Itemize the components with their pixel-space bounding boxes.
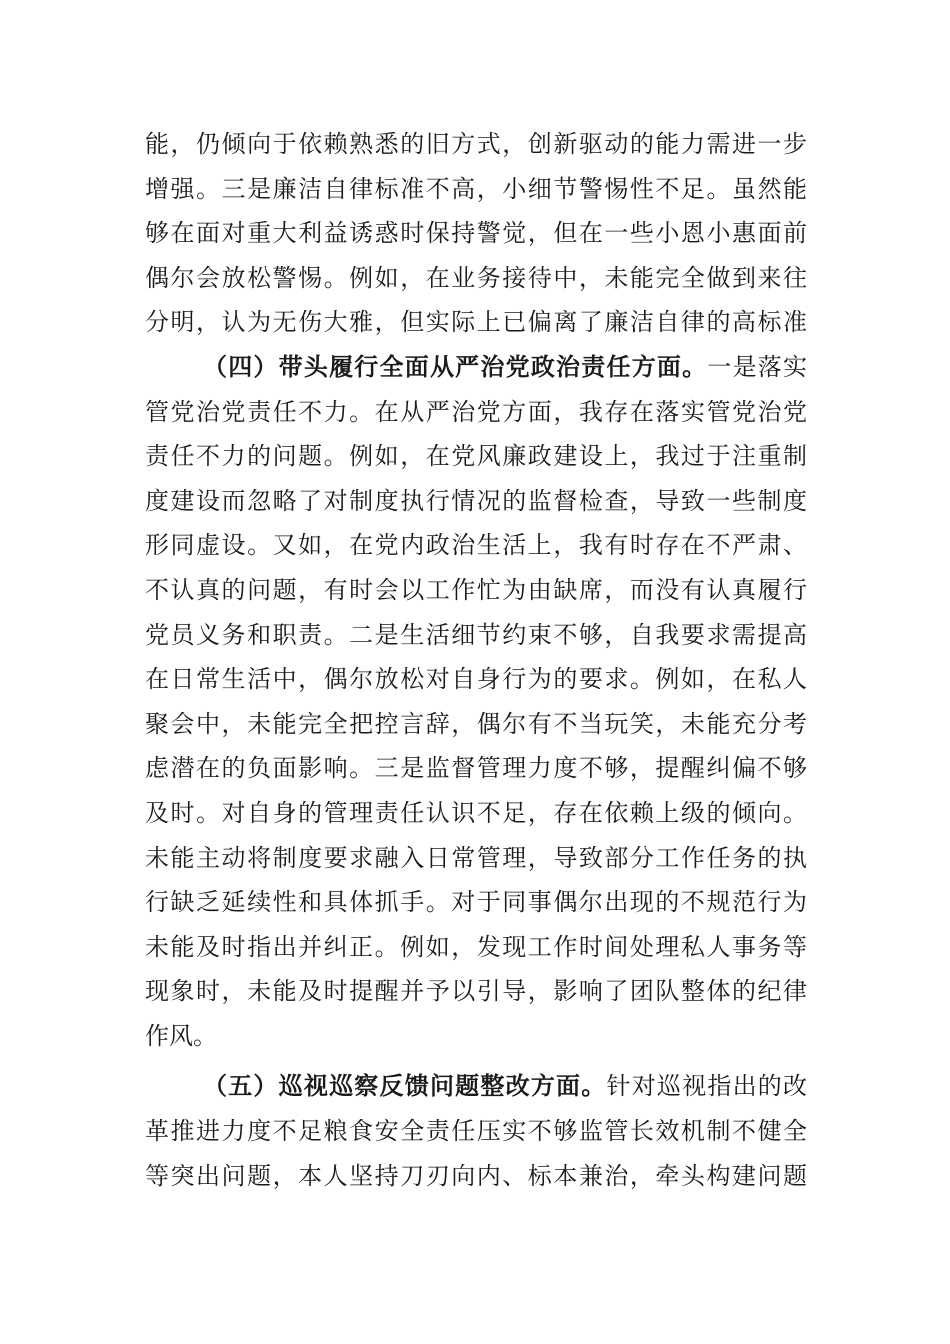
- section-heading: （四）带头履行全面从严治党政治责任方面。: [203, 351, 708, 381]
- text-line: 能，仍倾向于依赖熟悉的旧方式，创新驱动的能力需进一步: [145, 130, 807, 158]
- section-heading: （五）巡视巡察反馈问题整改方面。: [203, 1071, 607, 1101]
- text-line: 党员义务和职责。二是生活细节约束不够，自我要求需提高: [145, 620, 807, 649]
- text-line: 未能及时指出并纠正。例如，发现工作时间处理私人事务等: [145, 932, 807, 961]
- text-line: 分明，认为无伤大雅，但实际上已偏离了廉洁自律的高标准: [145, 308, 807, 337]
- text-line: 聚会中，未能完全把控言辞，偶尔有不当玩笑，未能充分考: [145, 709, 807, 738]
- text-line: 作风。: [145, 1021, 217, 1050]
- text-line: 现象时，未能及时提醒并予以引导，影响了团队整体的纪律: [145, 977, 807, 1006]
- text-line: 增强。三是廉洁自律标准不高，小细节警惕性不足。虽然能: [145, 174, 807, 203]
- text-line: 未能主动将制度要求融入日常管理，导致部分工作任务的执: [145, 843, 807, 872]
- text-line: 够在面对重大利益诱惑时保持警觉，但在一些小恩小惠面前: [145, 219, 807, 248]
- text-line: 虑潜在的负面影响。三是监督管理力度不够，提醒纠偏不够: [145, 754, 807, 783]
- text-line: 度建设而忽略了对制度执行情况的监督检查，导致一些制度: [145, 486, 807, 515]
- text-line: 管党治党责任不力。在从严治党方面，我存在落实管党治党: [145, 397, 807, 426]
- text-line: 革推进力度不足粮食安全责任压实不够监管长效机制不健全: [145, 1117, 807, 1146]
- text-line: 等突出问题，本人坚持刀刃向内、标本兼治，牵头构建问题: [145, 1161, 807, 1190]
- paragraph-continued: [145, 122, 807, 345]
- document-page: [145, 122, 807, 1198]
- text-line: 及时。对自身的管理责任认识不足，存在依赖上级的倾向。: [145, 798, 807, 827]
- text-run: 一是落实: [707, 352, 808, 381]
- text-line: 在日常生活中，偶尔放松对自身行为的要求。例如，在私人: [145, 665, 807, 694]
- text-line: 责任不力的问题。例如，在党风廉政建设上，我过于注重制: [145, 442, 807, 471]
- text-line: 形同虚设。又如，在党内政治生活上，我有时存在不严肃、: [145, 531, 807, 560]
- section-heading-line: [145, 345, 807, 390]
- text-run: 针对巡视指出的改: [606, 1072, 808, 1101]
- text-line: 偶尔会放松警惕。例如，在业务接待中，未能完全做到来往: [145, 263, 807, 292]
- section-heading-line: [145, 1064, 807, 1109]
- text-line: 行缺乏延续性和具体抓手。对于同事偶尔出现的不规范行为: [145, 888, 807, 917]
- text-line: 不认真的问题，有时会以工作忙为由缺席，而没有认真履行: [145, 575, 807, 604]
- section-4-paragraph: [145, 345, 807, 1059]
- section-5-paragraph: [145, 1064, 807, 1198]
